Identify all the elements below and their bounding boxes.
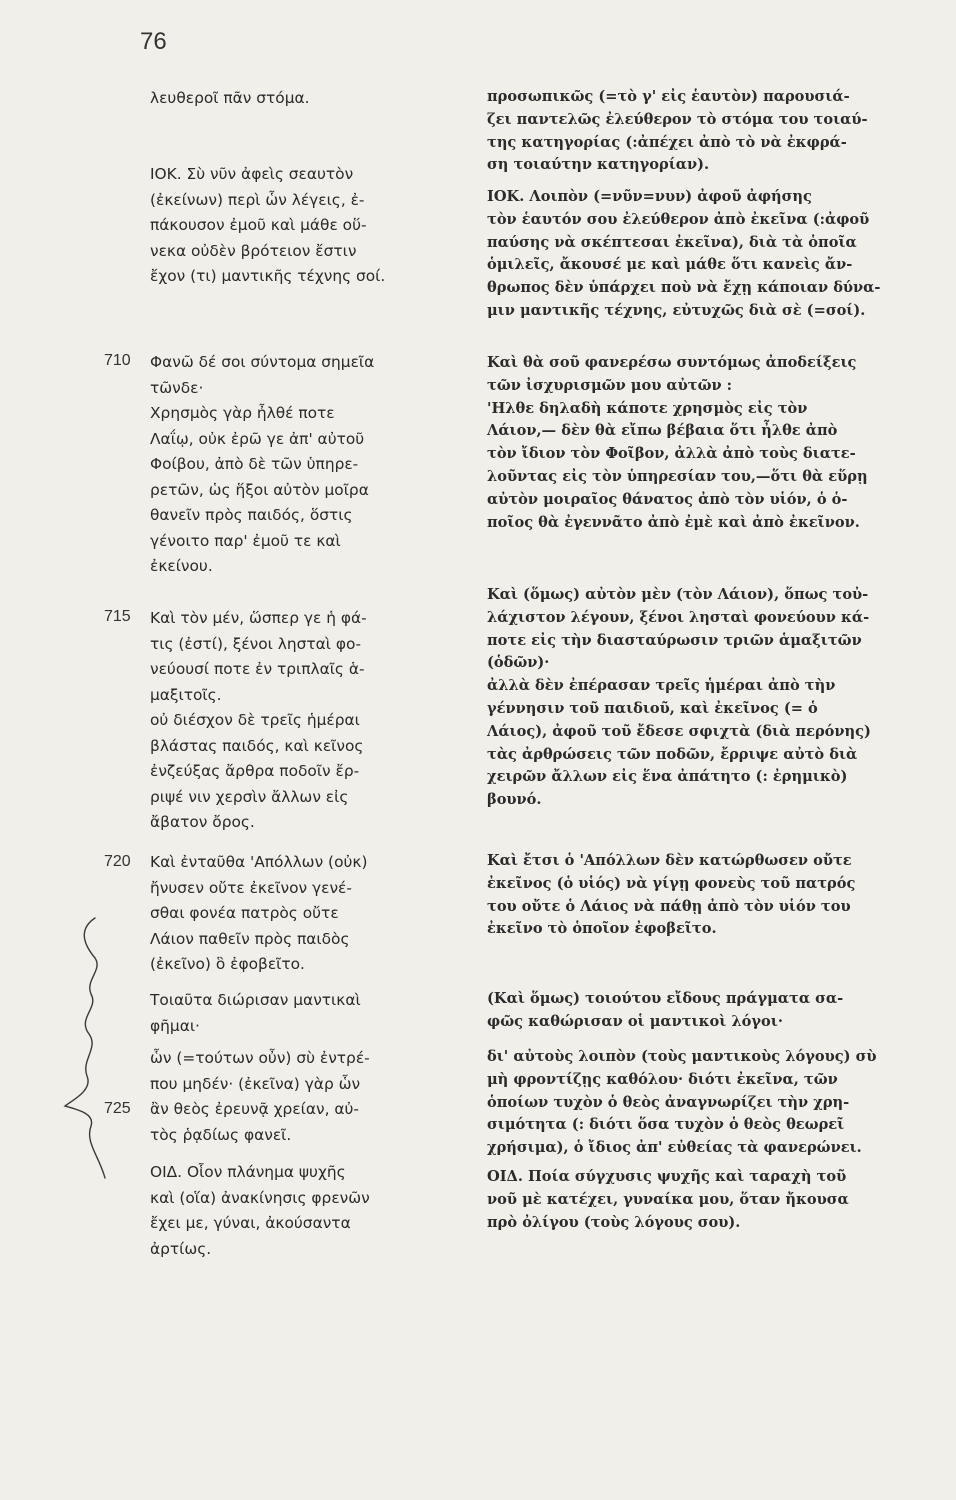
greek-line: ριψέ νιν χερσὶν ἄλλων εἰς: [150, 787, 349, 806]
greek-line: (ἐκείνων) περὶ ὧν λέγεις, ἐ-: [150, 190, 365, 209]
handwritten-margin-mark: [55, 910, 115, 1190]
translation-line: ζει παντελῶς ἐλεύθερον τὸ στόμα του τοιαύ-: [487, 110, 868, 128]
translation-paragraph-6: [487, 988, 927, 1034]
greek-line: τις (ἐστί), ξένοι λησταὶ φο-: [150, 634, 362, 653]
translation-line: τῶν ἰσχυρισμῶν μου αὐτῶν :: [487, 376, 733, 394]
translation-line: προσωπικῶς (=τὸ γ' εἰς ἑαυτὸν) παρουσιά-: [487, 88, 850, 105]
line-number-720: 720: [104, 853, 131, 870]
greek-line: ἔχει με, γύναι, ἀκούσαντα: [150, 1214, 351, 1232]
line-number-715: 715: [104, 608, 131, 625]
translation-line: ποῖος θὰ ἐγεννᾶτο ἀπὸ ἐμὲ καὶ ἀπὸ ἐκεῖνον.: [487, 513, 860, 531]
translation-line: χρήσιμα), ὁ ἴδιος ἀπ' εὐθείας τὰ φανερώνει.: [487, 1139, 862, 1157]
translation-paragraph-8: [487, 1166, 927, 1234]
translation-line: τὸν ἑαυτόν σου ἐλεύθερον ἀπὸ ἐκεῖνα (:ἀφοῦ: [487, 210, 870, 228]
greek-line: ἄβατον ὄρος.: [150, 813, 255, 831]
translation-line: 'Ηλθε δηλαδὴ κάποτε χρησμὸς εἰς τὸν: [487, 399, 808, 417]
translation-line: μιν μαντικῆς τέχνης, εὐτυχῶς διὰ σὲ (=σοί).: [487, 301, 866, 319]
greek-line: φῆμαι·: [150, 1016, 200, 1035]
translation-line: ποτε εἰς τὴν διασταύρωσιν τριῶν ἁμαξιτῶν: [487, 631, 862, 649]
translation-line: ἀλλὰ δὲν ἐπέρασαν τρεῖς ἡμέραι ἀπὸ τὴν: [487, 677, 836, 695]
greek-paragraph-5: [150, 850, 468, 978]
translation-line: γέννησιν τοῦ παιδιοῦ, καὶ ἐκεῖνος (= ὁ: [487, 699, 818, 717]
greek-line: Λάιον παθεῖν πρὸς παιδὸς: [150, 929, 350, 948]
greek-line: πάκουσον ἐμοῦ καὶ μάθε οὕ-: [150, 216, 367, 234]
translation-line: ὁποίων τυχὸν ὁ θεὸς ἀναγνωρίζει τὴν χρη-: [487, 1093, 850, 1111]
translation-line: της κατηγορίας (:ἀπέχει ἀπὸ τὸ νὰ ἐκφρά-: [487, 133, 847, 151]
greek-line: ρετῶν, ὡς ἥξοι αὐτὸν μοῖρα: [150, 480, 369, 499]
translation-line: χειρῶν ἄλλων εἰς ἕνα ἀπάτητο (: ἐρημικὸ): [487, 768, 848, 786]
greek-line: (ἐκεῖνο) ὃ ἐφοβεῖτο.: [150, 955, 305, 973]
greek-paragraph-8: [150, 1160, 468, 1262]
greek-paragraph-2: [150, 162, 468, 290]
greek-line: Χρησμὸς γὰρ ἦλθέ ποτε: [150, 404, 335, 422]
translation-line: του οὔτε ὁ Λάιος νὰ πάθῃ ἀπὸ τὸν υἱόν του: [487, 897, 851, 915]
greek-line: ἐκείνου.: [150, 557, 213, 575]
greek-line: Τοιαῦτα διώρισαν μαντικαὶ: [150, 991, 361, 1009]
translation-line: (ὁδῶν)·: [487, 654, 550, 672]
greek-line: Φοίβου, ἀπὸ δὲ τῶν ὑπηρε-: [150, 455, 359, 473]
translation-line: ὁμιλεῖς, ἄκουσέ με καὶ μάθε ὅτι κανεὶς ἄν-: [487, 256, 853, 274]
line-number-710: 710: [104, 352, 131, 369]
greek-line: σθαι φονέα πατρὸς οὔτε: [150, 904, 339, 922]
translation-line: (Καὶ ὅμως) τοιούτου εἴδους πράγματα σα-: [487, 990, 844, 1007]
translation-paragraph-5: [487, 850, 927, 941]
translation-line: ΟΙΔ. Ποία σύγχυσις ψυχῆς καὶ ταραχὴ τοῦ: [487, 1168, 847, 1185]
translation-line: τὸν ἴδιον τὸν Φοῖβον, ἀλλὰ ἀπὸ τοὺς διατε-: [487, 445, 856, 463]
greek-line: Καὶ τὸν μέν, ὥσπερ γε ἡ φά-: [150, 609, 367, 627]
translation-paragraph-1: [487, 86, 927, 177]
greek-line: τῶνδε·: [150, 378, 204, 397]
greek-line: νεύουσί ποτε ἐν τριπλαῖς ἁ-: [150, 660, 365, 678]
translation-line: ση τοιαύτην κατηγορίαν).: [487, 156, 710, 174]
greek-line: ἤνυσεν οὔτε ἐκεῖνον γενέ-: [150, 878, 352, 897]
translation-line: θρωπος δὲν ὑπάρχει ποὺ νὰ ἔχῃ κάποιαν δύνα-: [487, 279, 881, 297]
greek-line: οὐ διέσχον δὲ τρεῖς ἡμέραι: [150, 711, 360, 729]
greek-line: Λαΐῳ, οὐκ ἐρῶ γε ἀπ' αὐτοῦ: [150, 429, 365, 448]
translation-line: ἐκεῖνος (ὁ υἱός) νὰ γίγῃ φονεὺς τοῦ πατρός: [487, 874, 856, 892]
greek-line: που μηδέν· (ἐκεῖνα) γὰρ ὧν: [150, 1074, 361, 1093]
greek-line: λευθεροῖ πᾶν στόμα.: [150, 89, 310, 107]
greek-line: ἀρτίως.: [150, 1239, 212, 1258]
greek-line: μαξιτοῖς.: [150, 685, 222, 704]
greek-paragraph-3: [150, 350, 468, 580]
translation-line: φῶς καθώρισαν οἱ μαντικοὶ λόγοι·: [487, 1012, 783, 1030]
greek-line: βλάστας παιδός, καὶ κεῖνος: [150, 736, 364, 755]
greek-line: τὸς ῥᾳδίως φανεῖ.: [150, 1125, 292, 1144]
translation-line: ΙΟΚ. Λοιπὸν (=νῦν=νυν) ἀφοῦ ἀφήσης: [487, 188, 812, 205]
translation-line: πρὸ ὀλίγου (τοὺς λόγους σου).: [487, 1213, 741, 1231]
translation-line: Λάιος), ἀφοῦ τοῦ ἔδεσε σφιχτὰ (διὰ περόνης): [487, 722, 871, 740]
greek-paragraph-4: [150, 606, 468, 836]
translation-line: λάχιστον λέγουν, ξένοι λησταὶ φονεύουν κά-: [487, 608, 870, 626]
greek-line: ΙΟΚ. Σὺ νῦν ἀφεὶς σεαυτὸν: [150, 165, 354, 183]
translation-line: αὐτὸν μοιραῖος θάνατος ἀπὸ τὸν υἱόν, ὁ ὁ-: [487, 490, 848, 508]
greek-line: θανεῖν πρὸς παιδός, ὅστις: [150, 506, 353, 524]
translation-line: λοῦντας εἰς τὸν ὑπηρεσίαν του,—ὅτι θὰ εὕρῃ: [487, 467, 868, 485]
translation-line: δι' αὐτοὺς λοιπὸν (τοὺς μαντικοὺς λόγους) σὺ: [487, 1048, 877, 1065]
greek-line: Καὶ ἐνταῦθα 'Απόλλων (οὐκ): [150, 853, 368, 871]
line-number-725: 725: [104, 1100, 131, 1117]
greek-paragraph-1: [150, 86, 468, 112]
greek-line: ἐνζεύξας ἄρθρα ποδοῖν ἔρ-: [150, 762, 360, 780]
translation-line: ἐκεῖνο τὸ ὁποῖον ἐφοβεῖτο.: [487, 920, 717, 938]
translation-line: μὴ φροντίζῃς καθόλου· διότι ἐκεῖνα, τῶν: [487, 1070, 838, 1088]
greek-line: ὧν (=τούτων οὖν) σὺ ἐντρέ-: [150, 1049, 370, 1067]
translation-paragraph-2: [487, 186, 927, 323]
translation-line: βουνό.: [487, 791, 542, 809]
translation-line: Καὶ (ὅμως) αὐτὸν μὲν (τὸν Λάιον), ὅπως τοὐ-: [487, 586, 869, 603]
greek-line: ἔχον (τι) μαντικῆς τέχνης σοί.: [150, 267, 386, 285]
translation-line: σιμότητα (: διότι ὅσα τυχὸν ὁ θεὸς θεωρεῖ: [487, 1116, 845, 1134]
translation-line: νοῦ μὲ κατέχει, γυναίκα μου, ὅταν ἤκουσα: [487, 1190, 849, 1208]
greek-line: καὶ (οἵα) ἀνακίνησις φρενῶν: [150, 1188, 370, 1207]
translation-line: Καὶ θὰ σοῦ φανερέσω συντόμως ἀποδείξεις: [487, 354, 857, 371]
greek-line: ΟΙΔ. Οἷον πλάνημα ψυχῆς: [150, 1163, 346, 1181]
greek-paragraph-7: [150, 1046, 468, 1148]
greek-line: γένοιτο παρ' ἐμοῦ τε καὶ: [150, 531, 341, 550]
translation-paragraph-4: [487, 584, 927, 812]
greek-paragraph-6: [150, 988, 468, 1039]
greek-line: Φανῶ δέ σοι σύντομα σημεῖα: [150, 353, 375, 371]
greek-line: νεκα οὐδὲν βρότειον ἔστιν: [150, 241, 357, 260]
greek-line: ἂν θεὸς ἐρευνᾷ χρείαν, αὐ-: [150, 1100, 359, 1118]
translation-paragraph-3: [487, 352, 927, 534]
translation-line: Λάιον,— δὲν θὰ εἴπω βέβαια ὅτι ἦλθε ἀπὸ: [487, 422, 838, 440]
translation-line: παύσης νὰ σκέπτεσαι ἐκεῖνα), διὰ τὰ ὁποῖα: [487, 233, 857, 251]
translation-paragraph-7: [487, 1046, 927, 1160]
translation-line: τὰς ἀρθρώσεις τῶν ποδῶν, ἔρριψε αὐτὸ διὰ: [487, 745, 858, 763]
page-number: 76: [140, 28, 167, 55]
translation-line: Καὶ ἔτσι ὁ 'Απόλλων δὲν κατώρθωσεν οὔτε: [487, 852, 852, 869]
